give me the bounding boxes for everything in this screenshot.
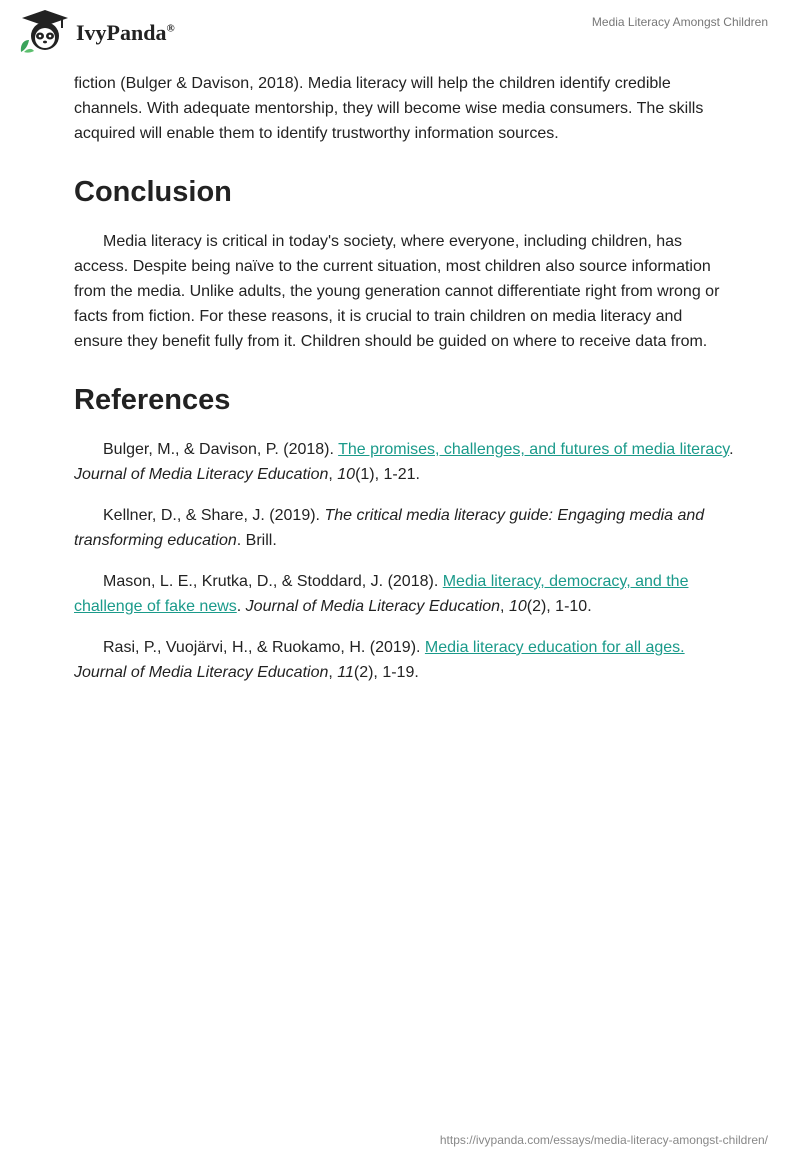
reference-link[interactable]: Media literacy education for all ages.: [424, 639, 685, 656]
logo-text: IvyPanda®: [76, 20, 175, 45]
conclusion-heading: Conclusion: [74, 176, 232, 208]
conclusion-paragraph: Media literacy is critical in today's society, where everyone, including children, has access. Despite being naïve to the current situation, most children also source information from the media. Unlike adults, the young generation cannot differentiate right from wrong or facts from fiction. For these reasons, it is crucial to train children on media literacy and ensure they benefit fully from it. Children should be guided on where to receive data from.: [74, 233, 720, 350]
reference-item: Bulger, M., & Davison, P. (2018). The promises, challenges, and futures of media literacy. Journal of Media Literacy Education, 10(1), 1-21.: [74, 441, 734, 483]
reference-list: [74, 437, 734, 685]
reference-item: Rasi, P., Vuojärvi, H., & Ruokamo, H. (2019). Media literacy education for all ages. Journal of Media Literacy Education, 11(2), 1-19.: [74, 639, 685, 681]
reference-link[interactable]: Media literacy, democracy, and the challenge of fake news: [74, 573, 689, 615]
document-title: Media Literacy Amongst Children: [591, 15, 768, 29]
page-header: [0, 0, 800, 60]
reference-item: Kellner, D., & Share, J. (2019). The critical media literacy guide: Engaging media and transforming education. Brill.: [74, 507, 705, 549]
intro-paragraph: fiction (Bulger & Davison, 2018). Media literacy will help the children identify credible channels. With adequate mentorship, they will become wise media consumers. The skills acquired will enable them to identify trustworthy information sources.: [74, 75, 704, 142]
reference-link[interactable]: The promises, challenges, and futures of media literacy: [338, 441, 730, 458]
ivypanda-logo[interactable]: [16, 8, 175, 54]
references-heading: References: [74, 384, 231, 416]
source-url[interactable]: https://ivypanda.com/essays/media-literacy-amongst-children/: [439, 1133, 768, 1147]
reference-item: Mason, L. E., Krutka, D., & Stoddard, J. (2018). Media literacy, democracy, and the challenge of fake news. Journal of Media Literacy Education, 10(2), 1-10.: [74, 573, 689, 615]
essay-content: [74, 71, 734, 701]
panda-graduate-icon: [16, 8, 74, 54]
